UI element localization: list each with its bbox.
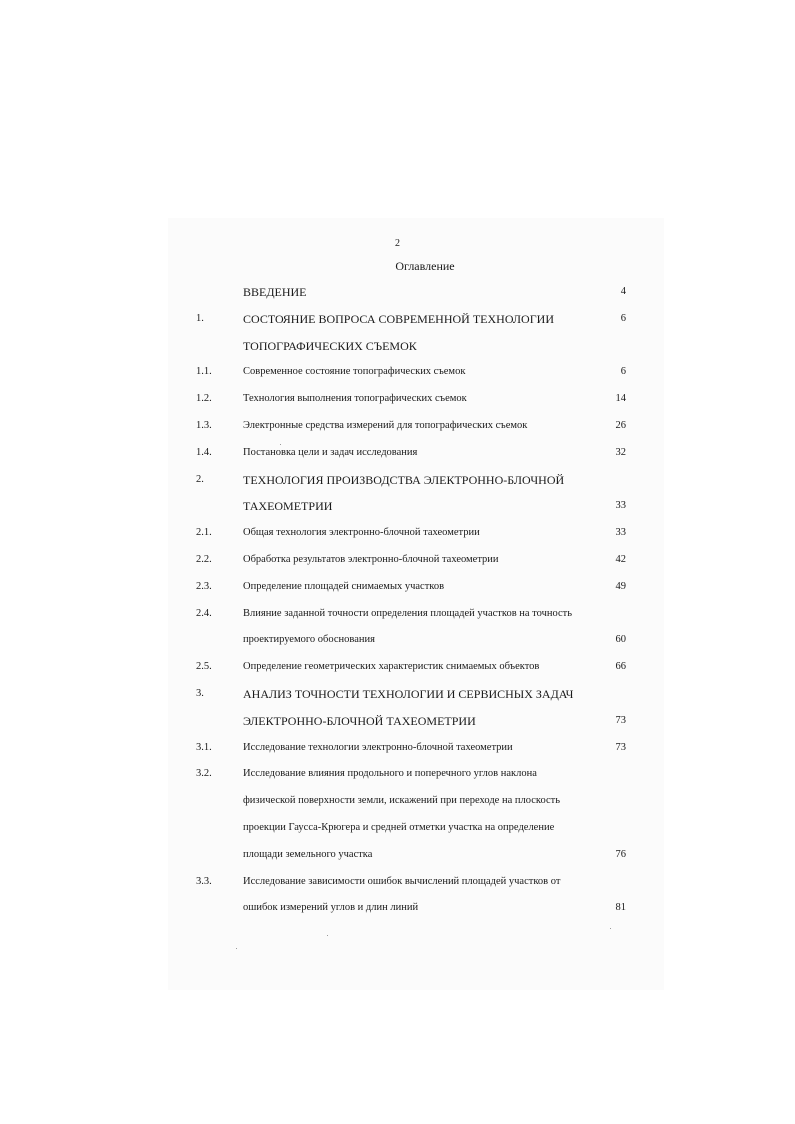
scan-speck (327, 935, 328, 936)
toc-entry-number: 2. (196, 473, 204, 485)
toc-entry-page: 32 (615, 446, 626, 458)
toc-entry-title: АНАЛИЗ ТОЧНОСТИ ТЕХНОЛОГИИ И СЕРВИСНЫХ ЗАДАЧ (243, 687, 574, 701)
toc-entry (0, 418, 795, 434)
toc-title: Оглавление (395, 259, 455, 273)
toc-entry-title: Исследование технологии электронно-блочной тахеометрии (243, 741, 513, 753)
toc-entry-title: Постановка цели и задач исследования (243, 446, 418, 458)
toc-entry-number: 3.1. (196, 741, 212, 753)
toc-entry-title: Технология выполнения топографических съемок (243, 393, 467, 405)
toc-entry-title: Обработка результатов электронно-блочной тахеометрии (243, 554, 499, 565)
scan-speck (236, 948, 237, 949)
toc-entry (0, 686, 795, 702)
scan-speck (610, 928, 611, 929)
toc-entry-number: 2.3. (196, 580, 212, 592)
toc-entry (0, 632, 795, 648)
toc-entry-title: Исследование зависимости ошибок вычислений площадей участков от (243, 875, 561, 887)
toc-entry (0, 579, 795, 595)
toc-entry (0, 740, 795, 756)
scan-speck (280, 444, 281, 445)
toc-entry-number: 2.2. (196, 554, 212, 565)
toc-entry-title: ошибок измерений углов и длин линий (243, 902, 419, 914)
toc-entry-title: ТОПОГРАФИЧЕСКИХ СЪЕМОК (243, 338, 417, 353)
toc-entry-title: ЭЛЕКТРОННО-БЛОЧНОЙ ТАХЕОМЕТРИИ (243, 713, 476, 728)
toc-entry-number: 1.3. (196, 420, 212, 431)
toc-entry (0, 284, 795, 300)
toc-entry-number: 3.3. (196, 875, 212, 887)
toc-entry (0, 391, 795, 407)
toc-entry-number: 2.4. (196, 607, 212, 619)
toc-entry (0, 847, 795, 863)
toc-entry (0, 525, 795, 541)
toc-entry (0, 793, 795, 809)
toc-entry-number: 1.2. (196, 393, 212, 405)
page-number: 2 (395, 238, 400, 249)
toc-entry-page: 14 (615, 393, 626, 405)
toc-entry-page: 73 (615, 741, 626, 753)
toc-entry (0, 713, 795, 729)
toc-entry (0, 900, 795, 916)
toc-entry (0, 766, 795, 782)
toc-entry-page: 33 (615, 500, 626, 512)
toc-entry-number: 2.5. (196, 661, 212, 673)
toc-entry-number: 1.1. (196, 366, 212, 378)
toc-entry-title: ТАХЕОМЕТРИИ (243, 499, 333, 514)
toc-entry-title: ТЕХНОЛОГИЯ ПРОИЗВОДСТВА ЭЛЕКТРОННО-БЛОЧНОЙ (243, 472, 565, 487)
toc-entry-number: 3.2. (196, 768, 212, 780)
toc-entry (0, 364, 795, 380)
toc-entry-page: 42 (615, 554, 626, 565)
toc-entry-page: 49 (615, 580, 626, 592)
toc-entry-page: 4 (620, 286, 626, 297)
toc-entry-title: проектируемого обоснования (243, 634, 375, 646)
toc-entry-page: 33 (615, 527, 626, 539)
toc-entry-page: 73 (615, 714, 626, 726)
toc-entry-page: 60 (615, 634, 626, 646)
toc-entry (0, 820, 795, 836)
toc-entry-page: 26 (615, 420, 626, 431)
toc-entry-title: Определение геометрических характеристик снимаемых объектов (243, 661, 540, 673)
toc-entry-title: Определение площадей снимаемых участков (243, 580, 445, 592)
toc-entry-title: проекции Гаусса-Крюгера и средней отметки участка на определение (243, 822, 555, 833)
toc-entry-number: 1.4. (196, 446, 212, 458)
toc-entry-page: 76 (615, 848, 626, 860)
toc-entry-page: 6 (620, 366, 626, 378)
toc-entry-title: физической поверхности земли, искажений при переходе на плоскость (243, 795, 561, 807)
toc-entry (0, 552, 795, 568)
toc-entry-page: 6 (620, 312, 626, 324)
toc-entry-title: Исследование влияния продольного и поперечного углов наклона (243, 768, 537, 780)
toc-entry (0, 472, 795, 488)
toc-entry-page: 81 (615, 902, 626, 914)
toc-entry-title: Современное состояние топографических съемок (243, 366, 466, 378)
toc-entry-title: Влияние заданной точности определения площадей участков на точность (243, 607, 573, 619)
toc-entry-title: Общая технология электронно-блочной тахеометрии (243, 527, 480, 539)
toc-entry-title: Электронные средства измерений для топографических съемок (243, 420, 528, 431)
toc-entry-number: 3. (196, 688, 204, 699)
toc-entry (0, 311, 795, 327)
toc-entry-number: 1. (196, 312, 204, 324)
toc-entry-title: СОСТОЯНИЕ ВОПРОСА СОВРЕМЕННОЙ ТЕХНОЛОГИИ (243, 311, 554, 326)
toc-entry (0, 445, 795, 461)
toc-entry (0, 498, 795, 514)
toc-entry (0, 874, 795, 890)
toc-entry (0, 338, 795, 354)
toc-entry-title: ВВЕДЕНИЕ (243, 285, 307, 299)
toc-entry-page: 66 (615, 661, 626, 673)
toc-entry (0, 606, 795, 622)
toc-entry (0, 659, 795, 675)
toc-entry-title: площади земельного участка (243, 848, 373, 860)
toc-entry-number: 2.1. (196, 527, 212, 539)
